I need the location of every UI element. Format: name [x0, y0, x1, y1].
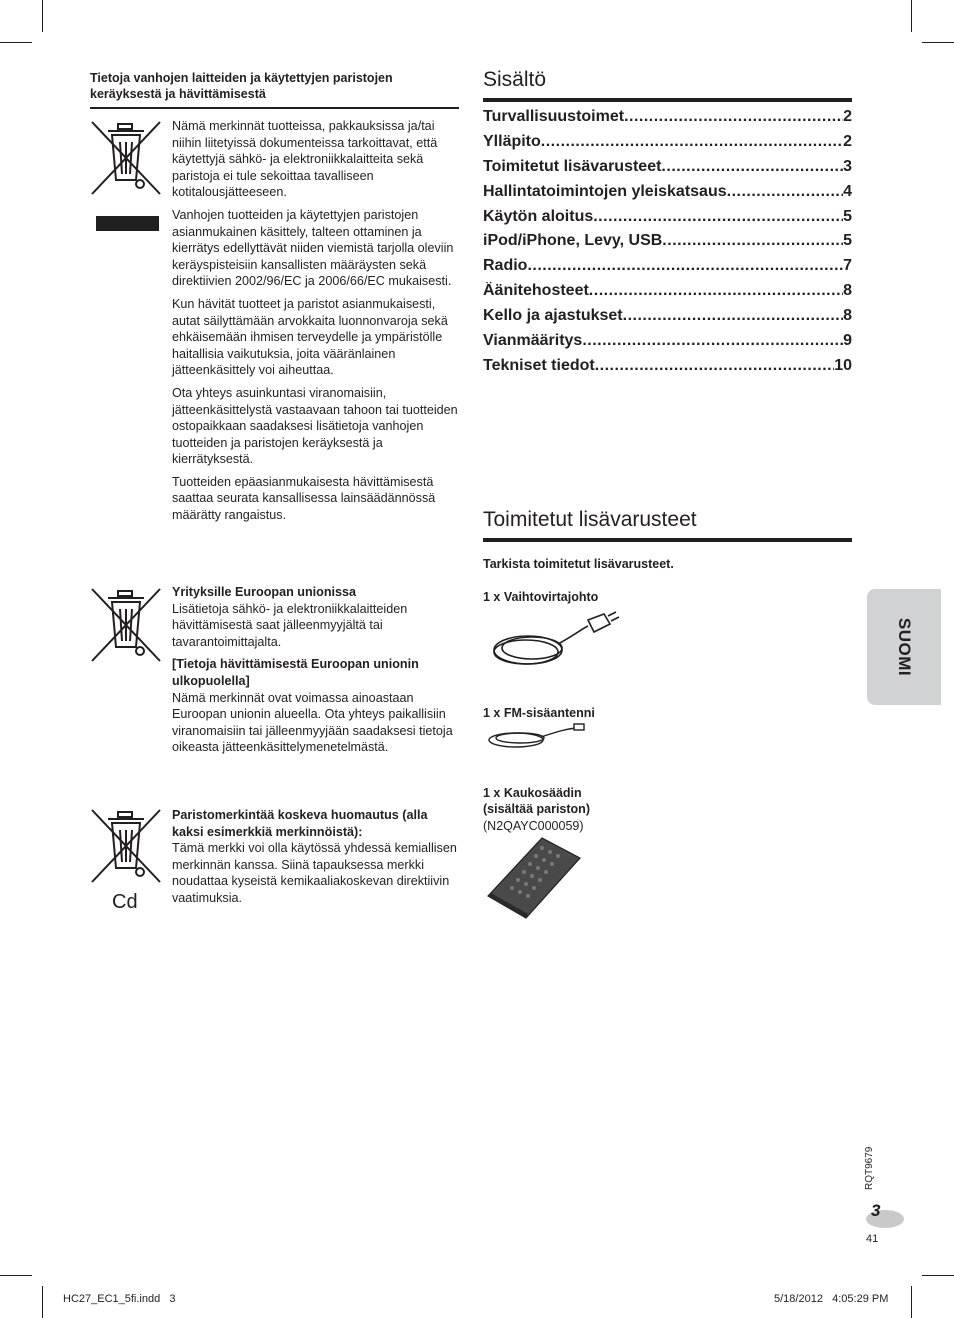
page-number: 3 [871, 1201, 881, 1220]
paragraph: Nämä merkinnät ovat voimassa ainoastaan Euroopan unionin alueella. Ota yhteys paikallisiin viranomaisiin tai jälleenmyyjään saadaksesi tietoja oikeasta jätteenkäsittelymenetelmästä. [172, 690, 453, 755]
language-tab-label: SUOMI [895, 617, 914, 677]
crop-mark [911, 1286, 912, 1318]
footer-file-name: HC27_EC1_5fi.indd 3 [63, 1293, 176, 1305]
separation-bar [96, 216, 159, 231]
crossed-bin-icon [88, 585, 164, 665]
remote-label-line: (sisältää pariston) [483, 802, 590, 816]
paragraph: Tämä merkki voi olla käytössä yhdessä kemiallisen merkinnän kanssa. Siinä tapauksessa merkki noudattaa kyseistä kemikaaliakoskevan direktiivin vaatimuksia. [172, 841, 457, 905]
accessory-fm-antenna-label: 1 x FM-sisäantenni [483, 706, 595, 720]
paragraph: Tuotteiden epäasianmukaisesta hävittämisestä saattaa seurata kansallisessa lainsäädännössä määrätty rangaistus. [172, 474, 436, 523]
crop-mark [42, 0, 43, 32]
remote-model-number: (N2QAYC000059) [483, 819, 584, 833]
document-code: RQT9679 [864, 1146, 875, 1190]
crop-mark [911, 0, 912, 32]
footer-timestamp: 5/18/2012 4:05:29 PM [774, 1293, 889, 1305]
cd-label: Cd [112, 891, 138, 913]
paragraph: Lisätietoja sähkö- ja elektroniikkalaitteiden hävittämisestä saat jälleenmyyjältä tai tavarantoimittajalta. [172, 601, 408, 649]
crop-mark [0, 1275, 32, 1276]
toc-entry[interactable]: Tekniset tiedot ..... 10 [483, 357, 852, 382]
disposal-text-block [172, 118, 458, 530]
crossed-bin-icon [88, 118, 164, 198]
toc-entry[interactable]: Hallintatoimintojen yleiskatsaus ..... 4 [483, 183, 852, 208]
battery-bin-icon [88, 806, 164, 914]
toc-rule [483, 98, 852, 102]
accessories-rule [483, 538, 852, 542]
crop-mark [42, 1286, 43, 1318]
accessories-title: Toimitetut lisävarusteet [483, 508, 697, 531]
accessories-intro: Tarkista toimitetut lisävarusteet. [483, 557, 674, 571]
toc-title: Sisältö [483, 68, 547, 91]
toc-entry[interactable]: Radio ..... 7 [483, 257, 852, 282]
toc-entry[interactable]: Turvallisuustoimet ..... 2 [483, 108, 852, 133]
crop-mark [0, 42, 32, 43]
paragraph: Nämä merkinnät tuotteissa, pakkauksissa ja/tai niihin liitetyissä dokumenteissa tarkoittavat, että käytettyjä sähkö- ja elektroniikkalaitteita sekä paristoja ei tule sekoittaa tavalliseen kotitalousjätteeseen. [172, 119, 438, 200]
sheet-number: 41 [866, 1233, 879, 1245]
accessory-ac-cord-label: 1 x Vaihtovirtajohto [483, 590, 599, 604]
fm-antenna-image [486, 720, 590, 752]
crop-mark [922, 1275, 954, 1276]
heading-rule [90, 107, 459, 109]
ac-cord-image [488, 606, 620, 672]
remote-label-line: 1 x Kaukosäädin [483, 786, 582, 800]
subheading: Paristomerkintää koskeva huomautus (alla kaksi esimerkkiä merkinnöistä): [172, 808, 428, 839]
battery-text-block [172, 807, 458, 913]
toc-entry[interactable]: Vianmääritys ..... 9 [483, 332, 852, 357]
toc-entry[interactable]: Kello ja ajastukset ..... 8 [483, 307, 852, 332]
toc-entry[interactable]: Toimitetut lisävarusteet ..... 3 [483, 158, 852, 183]
disposal-heading: Tietoja vanhojen laitteiden ja käytettyjen paristojen keräyksestä ja hävittämisestä [90, 71, 393, 101]
toc-entry[interactable]: iPod/iPhone, Levy, USB ..... 5 [483, 232, 852, 257]
business-text-block [172, 584, 458, 762]
subheading: Yrityksille Euroopan unionissa [172, 585, 357, 599]
language-tab [867, 589, 941, 705]
remote-control-image [484, 834, 582, 920]
paragraph: Kun hävität tuotteet ja paristot asianmukaisesti, autat säilyttämään arvokkaita luonnonvaroja sekä ehkäisemään ihmisen terveydelle ja ympäristölle haitallisia vaikutuksia, joita vääränlainen jätteenkäsittely voi aiheuttaa. [172, 296, 448, 378]
toc-entry[interactable]: Ylläpito ..... 2 [483, 133, 852, 158]
toc-entry[interactable]: Käytön aloitus ..... 5 [483, 208, 852, 233]
paragraph: Ota yhteys asuinkuntasi viranomaisiin, jätteenkäsittelystä vastaavaan tahoon tai tuotteiden ostopaikkaan saadaksesi lisätietoja vanhojen tuotteiden ja paristojen keräyksestä ja kierrätyksestä. [172, 385, 458, 467]
toc-entry[interactable]: Äänitehosteet ..... 8 [483, 282, 852, 307]
subheading: [Tietoja hävittämisestä Euroopan unionin ulkopuolella] [172, 657, 419, 688]
table-of-contents [483, 108, 852, 382]
crop-mark [922, 42, 954, 43]
paragraph: Vanhojen tuotteiden ja käytettyjen paristojen asianmukainen käsittely, talteen ottaminen ja kierrätys edellyttävät niiden viemistä tarjolla oleviin keräyspisteisiin kansallisten määräysten sekä direktiivien 2002/96/EC ja 2006/66/EC mukaisesti. [172, 207, 454, 289]
accessory-remote-label [483, 785, 590, 817]
